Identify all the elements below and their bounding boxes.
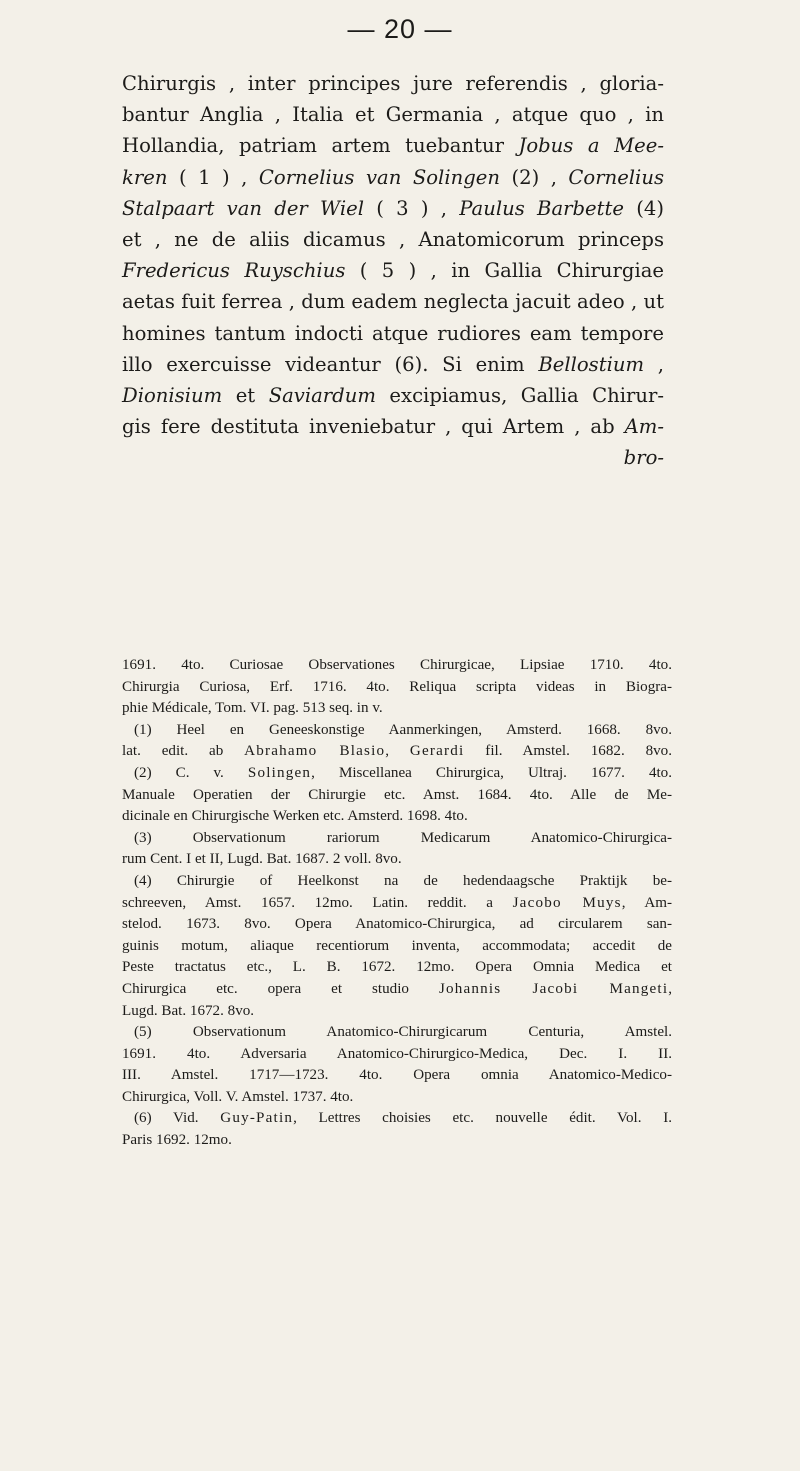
footnote-2: (2) C. v. Solingen, Miscellanea Chirurgica, Ultraj. 1677. 4to. (134, 764, 672, 781)
footnote-5: (5) Observationum Anatomico-Chirurgicarum Centuria, Amstel. (134, 1024, 672, 1041)
italic-name: Stalpaart van der Wiel (122, 196, 364, 220)
footnote-4: (4) Chirurgie of Heelkonst na de hedendaagsche Praktijk be- (134, 872, 672, 889)
footnote-line: III. Amstel. 1717—1723. 4to. Opera omnia Anatomico-Medico- (122, 1067, 672, 1084)
main-line: kren ( 1 ) , Cornelius van Solingen (2) , Cornelius (122, 165, 664, 189)
main-line: bantur Anglia , Italia et Germania , atque quo , in (122, 103, 664, 127)
italic-name: Saviardum (268, 384, 376, 408)
footnote-line: lat. edit. ab Abrahamo Blasio, Gerardi fil. Amstel. 1682. 8vo. (122, 743, 672, 760)
main-line: Fredericus Ruyschius ( 5 ) , in Gallia Chirurgiae (122, 259, 664, 283)
main-line: homines tantum indocti atque rudiores eam tempore (122, 321, 664, 345)
main-line: aetas fuit ferrea , dum eadem neglecta jacuit adeo , ut (122, 290, 664, 314)
spaced-name: Abrahamo Blasio (244, 743, 386, 760)
page-number: — 20 — (347, 14, 453, 44)
spaced-name: Jacobo Muys (512, 894, 622, 911)
footnote-6: (6) Vid. Guy-Patin, Lettres choisies etc. nouvelle édit. Vol. I. (134, 1110, 672, 1127)
italic-name: Cornelius van Solingen (258, 165, 500, 189)
main-line: Dionisium et Saviardum excipiamus, Gallia Chirur- (122, 384, 664, 408)
footnote-line: Chirurgica etc. opera et studio Johannis Jacobi Mangeti, (122, 980, 672, 997)
main-line: Chirurgis , inter principes jure referendis , gloria- (122, 72, 664, 95)
main-line: Hollandia, patriam artem tuebantur Jobus a Mee- (122, 134, 664, 158)
footnote-line: Lugd. Bat. 1672. 8vo. (122, 1002, 255, 1019)
main-line: gis fere destituta inveniebatur , qui Artem , ab Am- (122, 415, 664, 439)
italic-name: kren (122, 165, 168, 189)
spaced-name: Solingen (247, 764, 312, 781)
footnote-line: stelod. 1673. 8vo. Opera Anatomico-Chirurgica, ad circularem san- (122, 916, 672, 933)
footnote-line: 1691. 4to. Adversaria Anatomico-Chirurgico-Medica, Dec. I. II. (122, 1045, 672, 1062)
footnote-line: Paris 1692. 12mo. (122, 1132, 232, 1149)
italic-name: Jobus a Mee- (518, 134, 664, 158)
spaced-name: Gerardi (409, 743, 465, 760)
footnote-3: (3) Observationum rariorum Medicarum Anatomico-Chirurgica- (134, 829, 672, 846)
italic-name: Bellostium (538, 352, 645, 376)
footnote-line: Peste tractatus etc., L. B. 1672. 12mo. Opera Omnia Medica et (122, 959, 672, 976)
catchword (122, 442, 664, 473)
footnote-line: Manuale Operatien der Chirurgie etc. Amst. 1684. 4to. Alle de Me- (122, 786, 672, 803)
footnote-line: Chirurgica, Voll. V. Amstel. 1737. 4to. (122, 1088, 354, 1105)
footnotes (122, 655, 672, 1152)
italic-name: Am- (624, 415, 664, 439)
main-line: illo exercuisse videantur (6). Si enim Bellostium , (122, 352, 664, 376)
italic-name: Paulus Barbette (459, 196, 624, 220)
footnote-line: 1691. 4to. Curiosae Observationes Chirurgicae, Lipsiae 1710. 4to. (122, 657, 672, 673)
spaced-name: Johannis Jacobi Mangeti (438, 980, 669, 997)
footnote-line: dicinale en Chirurgische Werken etc. Amsterd. 1698. 4to. (122, 808, 468, 825)
italic-name: Cornelius (568, 165, 664, 189)
italic-name: Fredericus Ruyschius (122, 259, 346, 283)
footnote-line: phie Médicale, Tom. VI. pag. 513 seq. in v. (122, 700, 383, 717)
main-text (122, 68, 664, 474)
main-line: et , ne de aliis dicamus , Anatomicorum princeps (122, 228, 664, 252)
footnote-line: rum Cent. I et II, Lugd. Bat. 1687. 2 voll. 8vo. (122, 851, 402, 868)
footnote-1: (1) Heel en Geneeskonstige Aanmerkingen, Amsterd. 1668. 8vo. (134, 721, 672, 738)
footnote-line: guinis motum, aliaque recentiorum inventa, accommodata; accedit de (122, 937, 672, 954)
main-line: Stalpaart van der Wiel ( 3 ) , Paulus Barbette (4) (122, 196, 664, 220)
italic-name: bro- (623, 446, 664, 470)
italic-name: Dionisium (122, 384, 223, 408)
footnote-line: Chirurgia Curiosa, Erf. 1716. 4to. Reliqua scripta videas in Biogra- (122, 678, 672, 695)
spaced-name: Guy-Patin (220, 1110, 294, 1127)
footnote-line: schreeven, Amst. 1657. 12mo. Latin. reddit. a Jacobo Muys, Am- (122, 894, 672, 911)
